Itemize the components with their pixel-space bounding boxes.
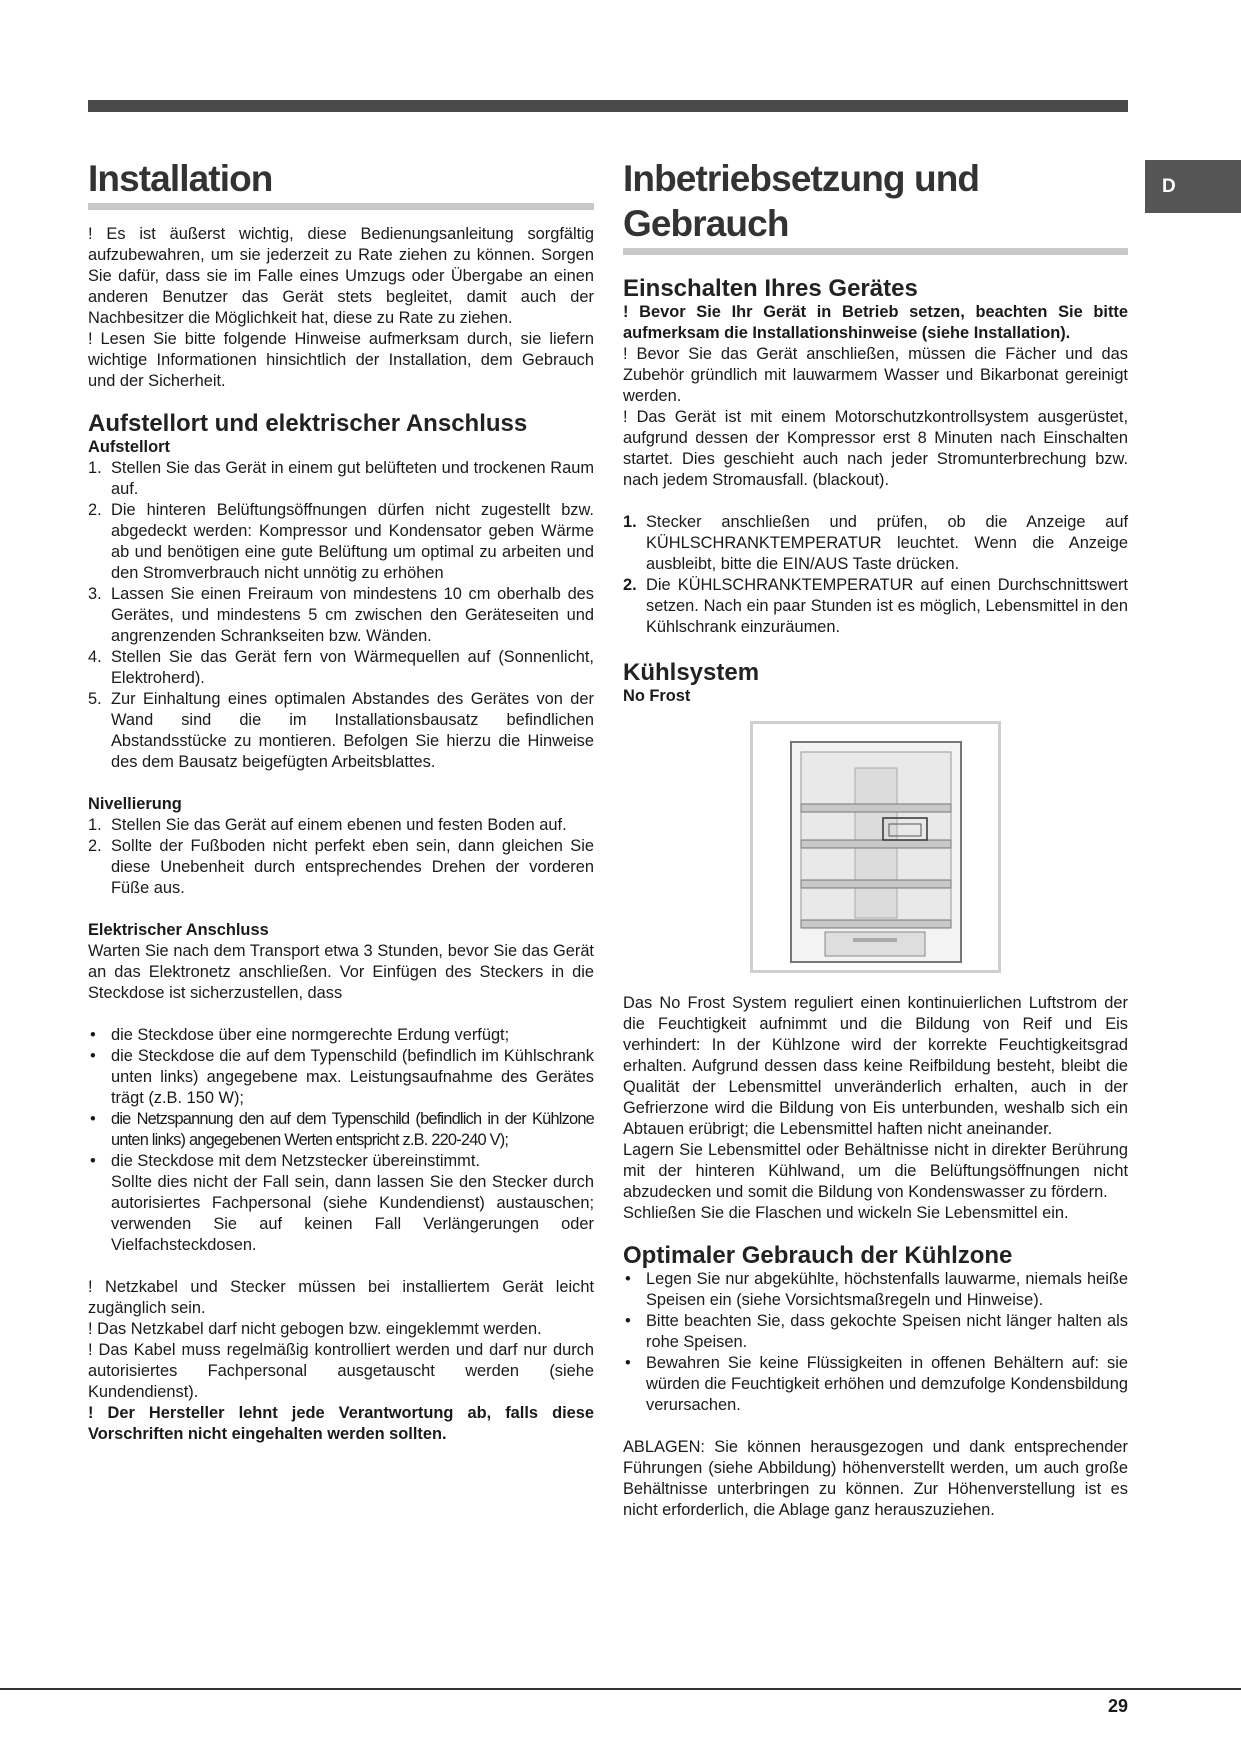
kuehlsystem-text-3: Schließen Sie die Flaschen und wickeln Sie Lebensmittel ein. [623, 1204, 1069, 1222]
ablagen-text: ABLAGEN: Sie können herausgezogen und dank entsprechender Führungen (siehe Abbildung) höhenverstellt werden, um auch große Behältnisse unterbringen zu können. Zur Höhenverstellung ist es nicht erforderlich, die Ablage ganz herauszuziehen. [623, 1438, 1128, 1519]
list-item: 3. Lassen Sie einen Freiraum von mindestens 10 cm oberhalb des Gerätes, und mindestens 5 cm zwischen den Geräteseiten und angrenzenden Schrankseiten bzw. Wänden. [88, 585, 594, 645]
elektrischer-anschluss-bullets [88, 1025, 594, 1256]
list-item: 5. Zur Einhaltung eines optimalen Abstandes des Gerätes von der Wand sind die im Installationsbausatz befindlichen Abstandsstücke zu montieren. Befolgen Sie hierzu die Hinweise des dem Bausatz beigefügten Arbeitsblattes. [88, 690, 594, 771]
list-item: 4. Stellen Sie das Gerät fern von Wärmequellen auf (Sonnenlicht, Elektroherd). [88, 648, 594, 687]
einschalten-steps [623, 512, 1128, 638]
installation-title: Installation [88, 156, 594, 210]
list-item: • Bitte beachten Sie, dass gekochte Speisen nicht länger halten als rohe Speisen. [623, 1311, 1128, 1353]
aufstellort-section-title: Aufstellort und elektrischer Anschluss [88, 410, 528, 437]
elektrischer-anschluss-heading: Elektrischer Anschluss [88, 921, 269, 939]
optimal-heading: Optimaler Gebrauch der Kühlzone [623, 1242, 1013, 1269]
intro-paragraph-2: ! Lesen Sie bitte folgende Hinweise aufmerksam durch, sie liefern wichtige Informationen hinsichtlich der Installation, dem Gebrauch und der Sicherheit. [88, 330, 594, 390]
list-item: 1. Stellen Sie das Gerät auf einem ebenen und festen Boden auf. [88, 816, 567, 834]
list-item: 2. Sollte der Fußboden nicht perfekt eben sein, dann gleichen Sie diese Unebenheit durch entsprechendes Drehen der vorderen Füße aus. [88, 837, 594, 897]
left-column [88, 156, 594, 1445]
intro-paragraph-1: ! Es ist äußerst wichtig, diese Bedienungsanleitung sorgfältig aufzubewahren, um sie jederzeit zu Rate ziehen zu können. Sorgen Sie dafür, dass sie im Falle eines Umzugs oder Übergabe an einen anderen Benutzer das Gerät stets begleitet, damit auch der Nachbesitzer die Möglichkeit hat, diese zu Rate zu ziehen. [88, 225, 594, 327]
kuehlsystem-text-1: Das No Frost System reguliert einen kontinuierlichen Luftstrom der die Feuchtigkeit aufnimmt und die Bildung von Reif und Eis verhindert: In der Kühlzone wird der korrekte Feuchtigkeitsgrad erhalten. Aufgrund dessen dass keine Reifbildung besteht, bleibt die Qualität der Lebensmittel unveränderlich erhalten, auch in der Gefrierzone wird die Bildung von Eis unterbunden, weshalb sich ein Abtauen erübrigt; die Lebensmittel haften nicht aneinander. [623, 994, 1128, 1138]
page-number: 29 [1107, 1696, 1128, 1716]
list-item: • die Steckdose mit dem Netzstecker übereinstimmt. [88, 1151, 594, 1172]
einschalten-note-2: ! Das Gerät ist mit einem Motorschutzkontrollsystem ausgerüstet, aufgrund dessen der Kompressor erst 8 Minuten nach Einschalten startet. Dies geschieht auch nach jeder Stromunterbrechung bzw. nach jedem Stromausfall. (blackout). [623, 408, 1128, 489]
einschalten-heading: Einschalten Ihres Gerätes [623, 275, 918, 302]
list-item: 2. Die KÜHLSCHRANKTEMPERATUR auf einen Durchschnittswert setzen. Nach ein paar Stunden ist es möglich, Lebensmittel in den Kühlschrank einzuräumen. [623, 576, 1128, 636]
footer-rule [0, 1688, 1241, 1690]
warning-2: ! Das Netzkabel darf nicht gebogen bzw. eingeklemmt werden. [88, 1320, 542, 1338]
warning-1: ! Netzkabel und Stecker müssen bei installiertem Gerät leicht zugänglich sein. [88, 1278, 594, 1317]
nivellierung-list [88, 815, 594, 899]
list-item: • die Steckdose über eine normgerechte Erdung verfügt; [88, 1025, 594, 1046]
inbetriebsetzung-title: Inbetriebsetzung und Gebrauch [623, 156, 1128, 255]
list-item: • Legen Sie nur abgekühlte, höchstenfalls lauwarme, niemals heiße Speisen ein (siehe Vorsichtsmaßregeln und Hinweise). [623, 1269, 1128, 1311]
list-item: • Bewahren Sie keine Flüssigkeiten in offenen Behältern auf: sie würden die Feuchtigkeit erhöhen und demzufolge Kondensbildung verursachen. [623, 1353, 1128, 1416]
list-item: • die Steckdose die auf dem Typenschild (befindlich im Kühlschrank unten links) angegebene max. Leistungsaufnahme des Gerätes trägt (z.B. 150 W); [88, 1046, 594, 1109]
einschalten-bold-note: ! Bevor Sie Ihr Gerät in Betrieb setzen, beachten Sie bitte aufmerksam die Installationshinweise (siehe Installation). [623, 303, 1128, 342]
nivellierung-heading: Nivellierung [88, 795, 182, 813]
list-item: • die Netzspannung den auf dem Typenschild (befindlich in der Kühlzone unten links) angegebenen Werten entspricht z.B. 220-240 V); [88, 1109, 594, 1151]
warning-bold: ! Der Hersteller lehnt jede Verantwortung ab, falls diese Vorschriften nicht eingehalten werden sollten. [88, 1404, 594, 1443]
top-rule [88, 100, 1128, 112]
elektrischer-anschluss-text: Warten Sie nach dem Transport etwa 3 Stunden, bevor Sie das Gerät an das Elektronetz anschließen. Vor Einfügen des Steckers in die Steckdose ist sicherzustellen, dass [88, 942, 594, 1002]
fridge-illustration [753, 724, 998, 970]
list-item-continuation: Sollte dies nicht der Fall sein, dann lassen Sie den Stecker durch autorisiertes Fachpersonal (siehe Kundendienst) austauschen; verwenden Sie auf keinen Fall Verlängerungen oder Vielfachsteckdosen. [111, 1173, 594, 1254]
list-item: 1. Stellen Sie das Gerät in einem gut belüfteten und trockenen Raum auf. [88, 459, 594, 498]
kuehlsystem-text-2: Lagern Sie Lebensmittel oder Behältnisse nicht in direkter Berührung mit der hinteren Kühlwand, um die Belüftungsöffnungen nicht abzudecken und somit die Bildung von Kondenswasser zu fördern. [623, 1141, 1128, 1201]
no-frost-subheading: No Frost [623, 687, 691, 705]
aufstellort-heading: Aufstellort [88, 438, 170, 456]
kuehlsystem-heading: Kühlsystem [623, 659, 760, 686]
language-tab: D [1145, 160, 1241, 213]
list-item: 1. Stecker anschließen und prüfen, ob die Anzeige auf KÜHLSCHRANKTEMPERATUR leuchtet. Wenn die Anzeige ausbleibt, bitte die EIN/AUS Taste drücken. [623, 513, 1128, 573]
list-item: 2. Die hinteren Belüftungsöffnungen dürfen nicht zugestellt bzw. abgedeckt werden: Kompressor und Kondensator geben Wärme ab und benötigen eine gute Belüftung um optimal zu arbeiten und den Stromverbrauch nicht unnötig zu erhöhen [88, 501, 594, 582]
optimal-bullets [623, 1269, 1128, 1416]
fridge-interior-image [750, 721, 1001, 973]
aufstellort-list [88, 458, 594, 773]
einschalten-note-1: ! Bevor Sie das Gerät anschließen, müssen die Fächer und das Zubehör gründlich mit lauwarmem Wasser und Bikarbonat gereinigt werden. [623, 345, 1128, 405]
right-column [623, 156, 1128, 1521]
warning-3: ! Das Kabel muss regelmäßig kontrolliert werden und darf nur durch autorisiertes Fachpersonal ausgetauscht werden (siehe Kundendienst). [88, 1341, 594, 1401]
